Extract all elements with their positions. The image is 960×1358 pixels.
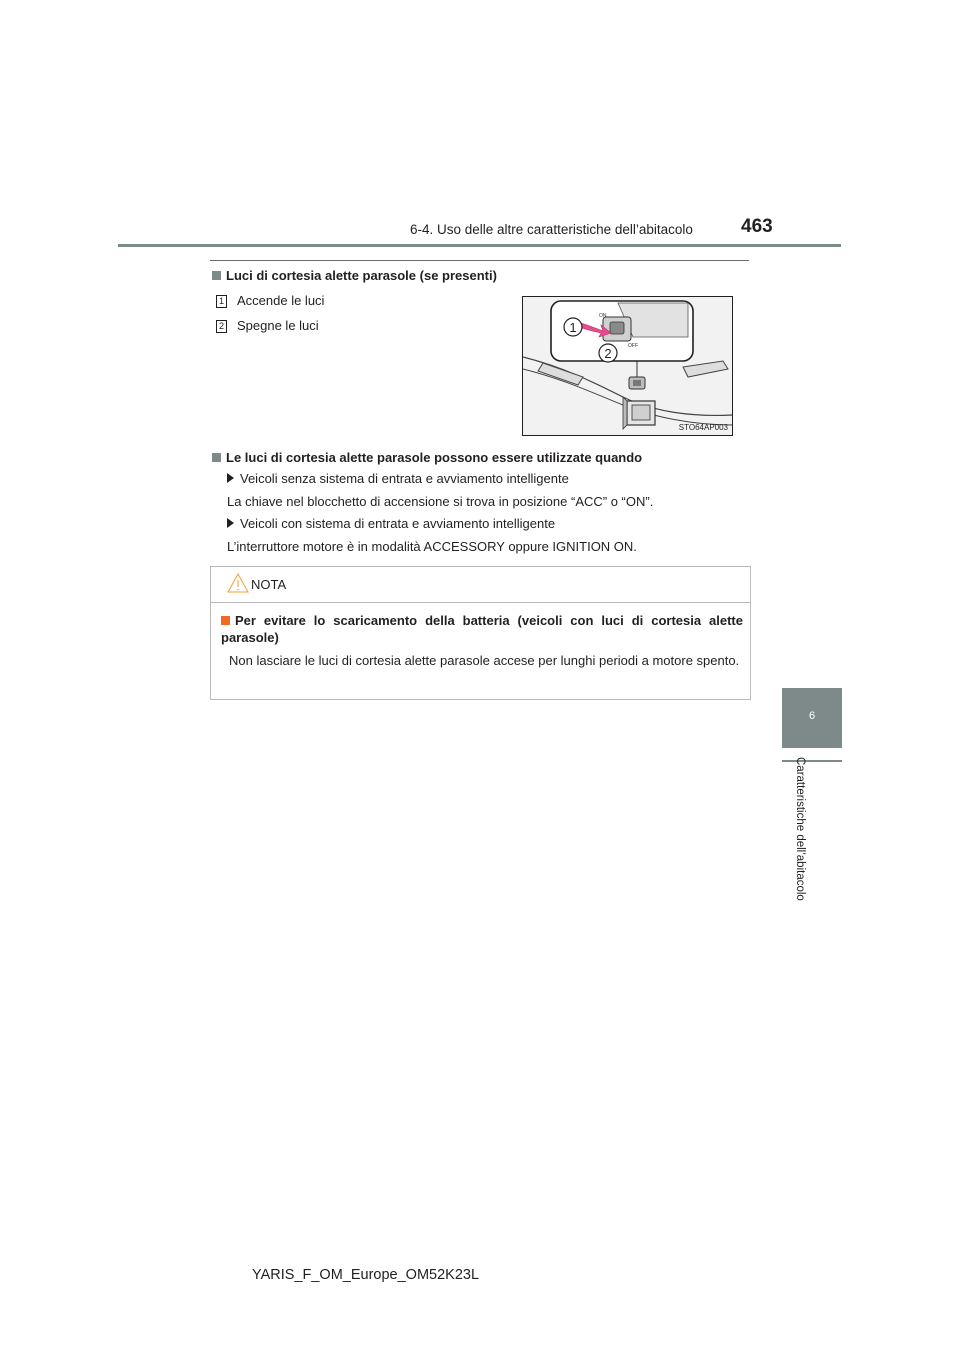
- number-badge: 1: [216, 295, 227, 308]
- notice-box: [210, 566, 751, 700]
- document-code: YARIS_F_OM_Europe_OM52K23L: [252, 1267, 480, 1283]
- illustration-sunvisor-light: [522, 296, 733, 436]
- chapter-number: 6: [808, 710, 816, 722]
- header-rule: [118, 244, 841, 247]
- square-bullet-icon: [212, 453, 221, 462]
- notice-header: [211, 567, 750, 603]
- section-rule: [210, 260, 749, 261]
- switch-label-on: ON: [599, 313, 607, 319]
- callout-1: 1: [569, 320, 577, 335]
- notice-body: Non lasciare le luci di cortesia alette parasole accese per lunghi periodi a motore spento.: [229, 653, 740, 668]
- chapter-tab-rule: [782, 760, 842, 762]
- condition-text: L’interruttore motore è in modalità ACCESSORY oppure IGNITION ON.: [227, 539, 637, 554]
- warning-triangle-icon: [227, 573, 249, 593]
- square-bullet-icon: [221, 616, 230, 625]
- list-item: [216, 293, 324, 308]
- switch-label-off: OFF: [628, 343, 638, 349]
- notice-label: NOTA: [251, 577, 287, 592]
- notice-heading-text: Per evitare lo scaricamento della batteria (veicoli con luci di cortesia alette parasole): [221, 613, 743, 645]
- condition-label-text: Veicoli con sistema di entrata e avviamento intelligente: [240, 516, 556, 531]
- condition-label-text: Veicoli senza sistema di entrata e avviamento intelligente: [240, 471, 569, 486]
- condition-label: [227, 516, 555, 531]
- chapter-title: Caratteristiche dell’abitacolo: [794, 757, 806, 901]
- condition-label: [227, 471, 569, 486]
- list-item-text: Spegne le luci: [237, 318, 319, 333]
- header-section-title: 6-4. Uso delle altre caratteristiche dell’abitacolo: [410, 222, 693, 237]
- section-heading: [212, 450, 642, 465]
- figure-code: STO64AP003: [678, 423, 728, 432]
- notice-heading: [221, 612, 743, 646]
- chapter-tab: [782, 688, 842, 748]
- section-heading-text: Luci di cortesia alette parasole (se presenti): [226, 268, 497, 283]
- sunvisor-light-illustration: [523, 297, 732, 435]
- number-badge: 2: [216, 320, 227, 333]
- condition-text: La chiave nel blocchetto di accensione si trova in posizione “ACC” o “ON”.: [227, 494, 654, 509]
- callout-2: 2: [604, 346, 612, 361]
- list-item: [216, 318, 319, 333]
- list-item-text: Accende le luci: [237, 293, 325, 308]
- triangle-bullet-icon: [227, 518, 234, 528]
- square-bullet-icon: [212, 271, 221, 280]
- triangle-bullet-icon: [227, 473, 234, 483]
- section-heading-text: Le luci di cortesia alette parasole possono essere utilizzate quando: [226, 450, 643, 465]
- page-number: 463: [741, 216, 773, 237]
- section-heading: [212, 268, 497, 283]
